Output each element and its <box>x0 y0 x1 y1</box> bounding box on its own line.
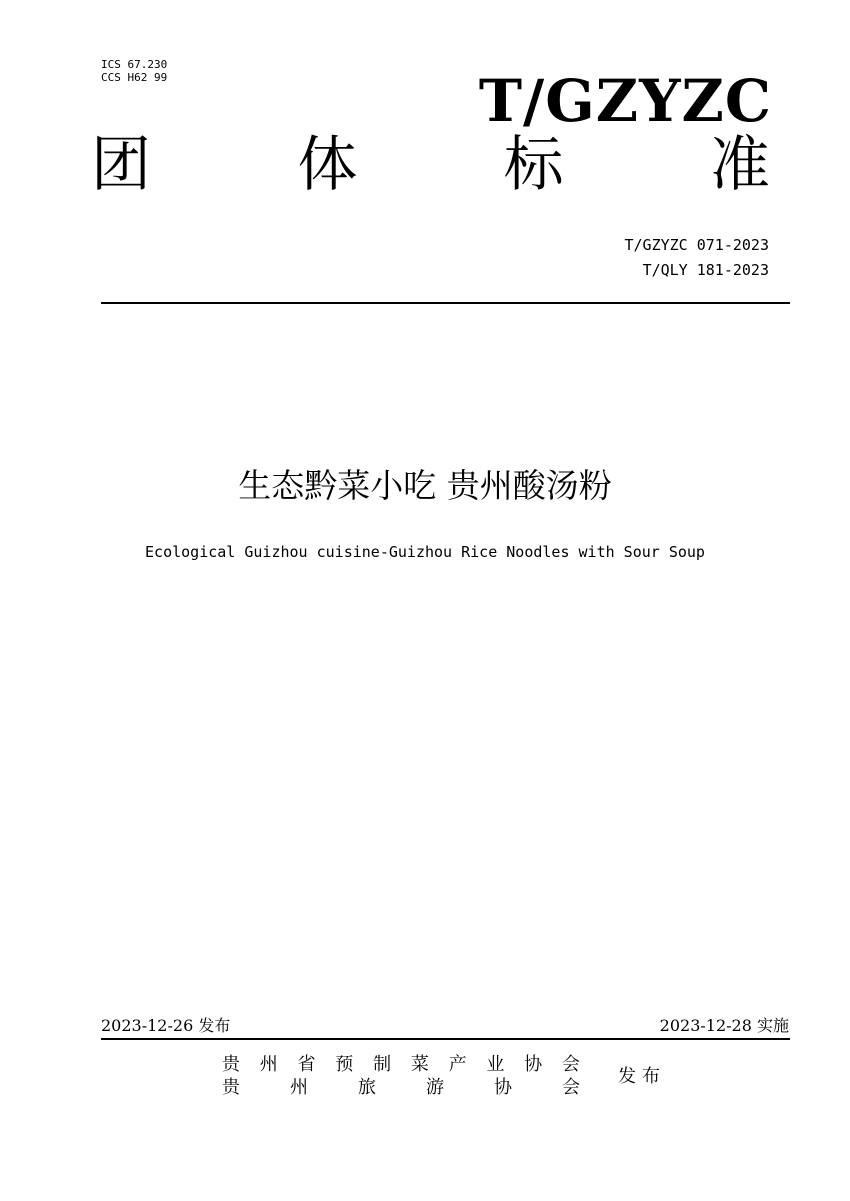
classification-codes <box>101 58 167 84</box>
publisher-char: 贵 <box>222 1077 240 1098</box>
standard-number-secondary: T/QLY 181-2023 <box>642 261 769 279</box>
publisher-char: 州 <box>290 1077 308 1098</box>
publisher-char: 游 <box>426 1077 444 1098</box>
implementation-date: 2023-12-28 实施 <box>659 1016 789 1035</box>
publisher-char: 州 <box>259 1054 278 1075</box>
ics-code: ICS 67.230 <box>101 58 168 71</box>
publisher-line-2 <box>222 1076 580 1099</box>
publishers-block <box>222 1053 580 1099</box>
publisher-char: 业 <box>486 1054 505 1075</box>
ccs-code: CCS H62 99 <box>101 71 168 84</box>
standard-type-char: 标 <box>503 130 564 200</box>
header-divider <box>101 302 790 304</box>
standard-number-primary: T/GZYZC 071-2023 <box>624 236 769 254</box>
publisher-line-1 <box>222 1053 580 1076</box>
publisher-char: 预 <box>335 1054 354 1075</box>
standard-numbers <box>625 233 770 283</box>
publisher-char: 省 <box>297 1054 316 1075</box>
standard-type-char: 体 <box>297 130 358 200</box>
publisher-char: 制 <box>373 1054 392 1075</box>
footer-divider <box>101 1038 790 1040</box>
issue-date: 2023-12-26 发布 <box>101 1016 231 1035</box>
publisher-char: 协 <box>494 1077 512 1098</box>
document-title-english: Ecological Guizhou cuisine-Guizhou Rice Noodles with Sour Soup <box>145 543 705 561</box>
publisher-char: 产 <box>448 1054 467 1075</box>
standard-type-heading <box>91 130 770 200</box>
publisher-char: 旅 <box>358 1077 376 1098</box>
publisher-char: 协 <box>524 1054 543 1075</box>
document-title-chinese: 生态黔菜小吃 贵州酸汤粉 <box>238 466 612 505</box>
standard-type-char: 准 <box>709 130 770 200</box>
publish-label: 发布 <box>618 1066 666 1087</box>
standard-type-char: 团 <box>91 130 151 200</box>
publisher-char: 会 <box>562 1077 580 1098</box>
publisher-char: 会 <box>561 1054 580 1075</box>
publisher-char: 菜 <box>410 1054 429 1075</box>
standard-logo: T/GZYZC <box>478 67 772 135</box>
publisher-char: 贵 <box>222 1054 240 1075</box>
